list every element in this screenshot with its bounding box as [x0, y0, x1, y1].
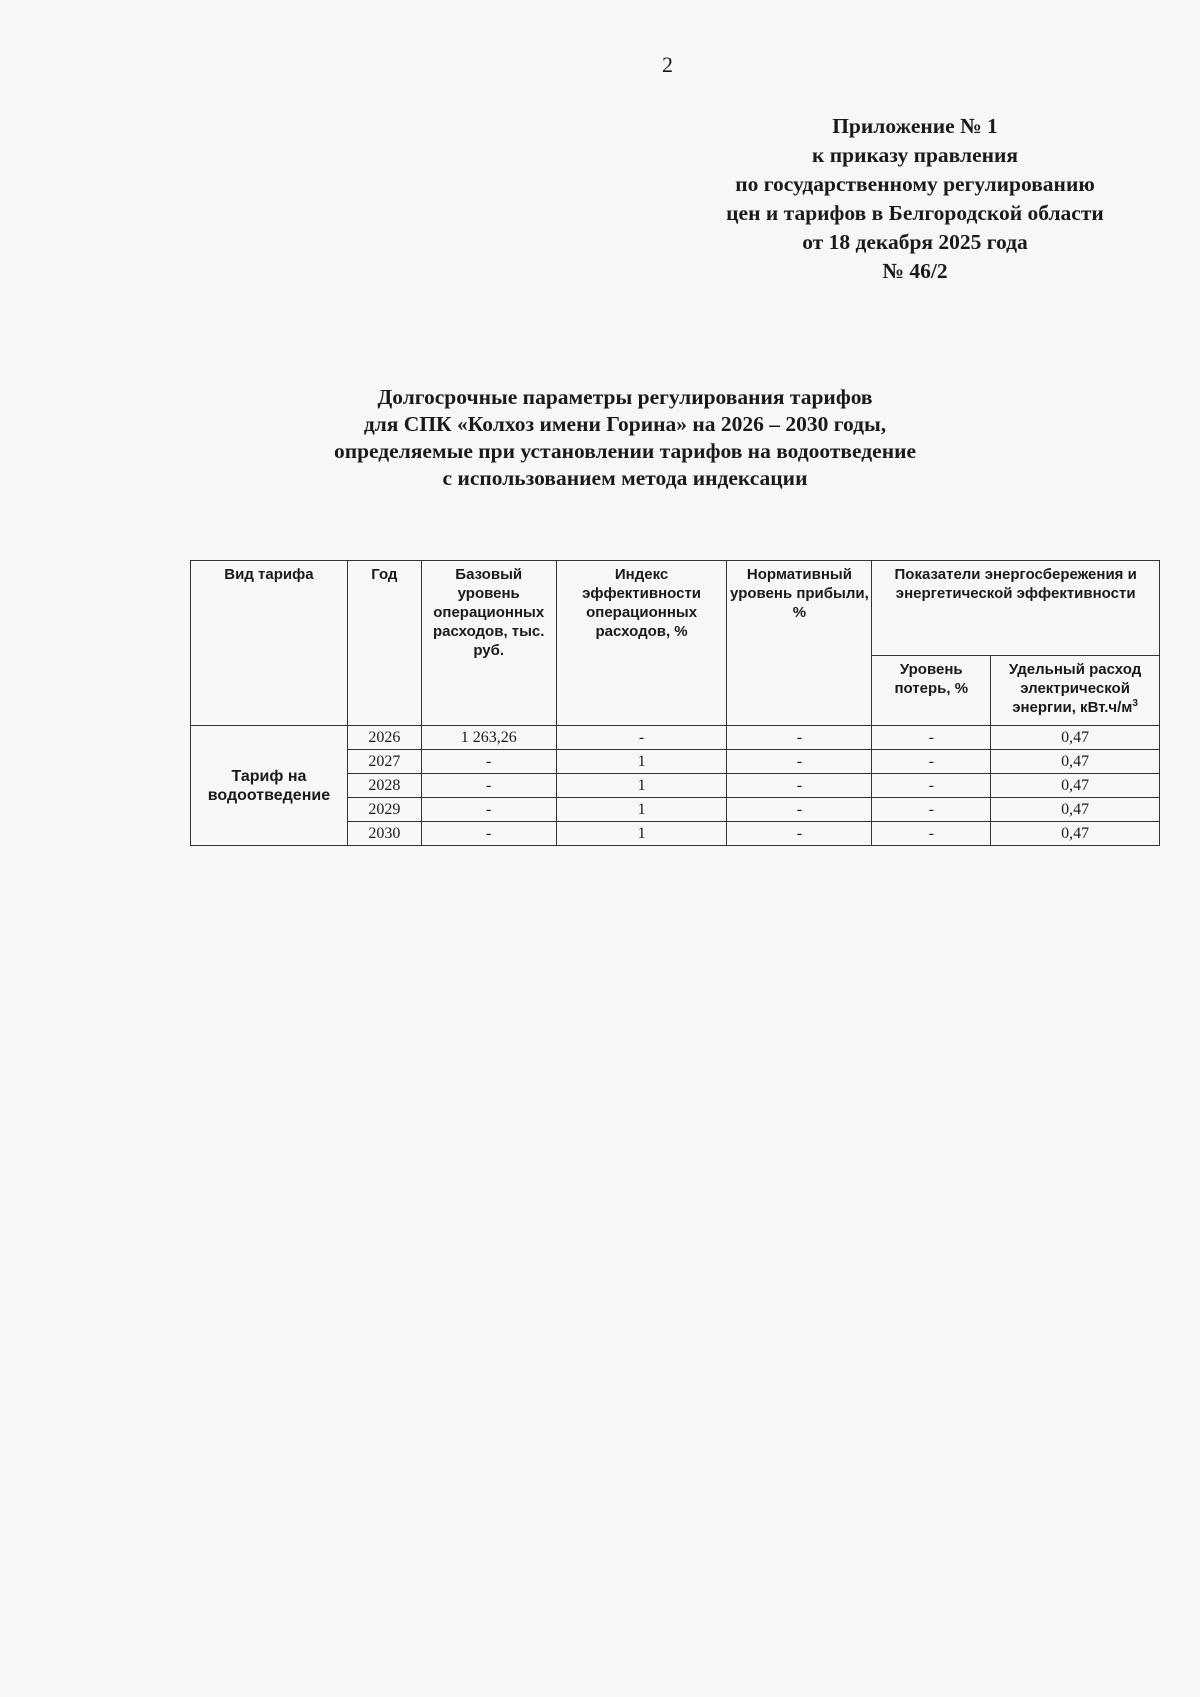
profit-level-cell: - [727, 726, 872, 750]
profit-level-cell: - [727, 798, 872, 822]
base-opex-cell: - [421, 798, 556, 822]
year-cell: 2028 [347, 774, 421, 798]
header-year: Год [347, 561, 421, 726]
appendix-line: к приказу правления [811, 143, 1019, 167]
losses-cell: - [872, 798, 991, 822]
losses-cell: - [872, 774, 991, 798]
title-line: Долгосрочные параметры регулирования тарифов [377, 385, 873, 409]
profit-level-cell: - [727, 750, 872, 774]
appendix-header [665, 112, 1165, 286]
losses-cell: - [872, 726, 991, 750]
year-cell: 2030 [347, 822, 421, 846]
profit-level-cell: - [727, 774, 872, 798]
document-title [250, 384, 1000, 492]
year-cell: 2026 [347, 726, 421, 750]
header-energy-consumption-sup: 3 [1132, 698, 1138, 709]
header-profit-level: Нормативный уровень прибыли, % [727, 561, 872, 726]
header-energy-group: Показатели энергосбережения и энергетической эффективности [872, 561, 1160, 656]
appendix-line: № 46/2 [882, 259, 948, 283]
year-cell: 2029 [347, 798, 421, 822]
losses-cell: - [872, 822, 991, 846]
base-opex-cell: 1 263,26 [421, 726, 556, 750]
year-cell: 2027 [347, 750, 421, 774]
base-opex-cell: - [421, 750, 556, 774]
appendix-line: цен и тарифов в Белгородской области [726, 201, 1104, 225]
header-base-opex: Базовый уровень операционных расходов, тыс. руб. [421, 561, 556, 726]
appendix-line: от 18 декабря 2025 года [802, 230, 1028, 254]
energy-consumption-cell: 0,47 [991, 798, 1160, 822]
title-line: определяемые при установлении тарифов на водоотведение [333, 439, 917, 463]
tariff-kind-cell: Тариф на водоотведение [191, 726, 348, 846]
energy-consumption-cell: 0,47 [991, 822, 1160, 846]
efficiency-index-cell: 1 [556, 798, 727, 822]
efficiency-index-cell: 1 [556, 774, 727, 798]
appendix-line: Приложение № 1 [832, 114, 998, 138]
header-losses: Уровень потерь, % [872, 656, 991, 726]
efficiency-index-cell: 1 [556, 750, 727, 774]
efficiency-index-cell: - [556, 726, 727, 750]
table-row [191, 726, 1160, 750]
header-tariff-kind: Вид тарифа [191, 561, 348, 726]
title-line: с использованием метода индексации [442, 466, 808, 490]
energy-consumption-cell: 0,47 [991, 774, 1160, 798]
header-efficiency-index: Индекс эффективности операционных расходов, % [556, 561, 727, 726]
page-number: 2 [662, 52, 673, 77]
energy-consumption-cell: 0,47 [991, 726, 1160, 750]
parameters-table [190, 560, 1160, 846]
title-line: для СПК «Колхоз имени Горина» на 2026 – 2030 годы, [363, 412, 887, 436]
base-opex-cell: - [421, 822, 556, 846]
header-energy-consumption [991, 656, 1160, 726]
energy-consumption-cell: 0,47 [991, 750, 1160, 774]
appendix-line: по государственному регулированию [735, 172, 1095, 196]
header-energy-consumption-text: Удельный расход электрической энергии, кВт.ч/м [1008, 661, 1142, 716]
losses-cell: - [872, 750, 991, 774]
efficiency-index-cell: 1 [556, 822, 727, 846]
base-opex-cell: - [421, 774, 556, 798]
profit-level-cell: - [727, 822, 872, 846]
